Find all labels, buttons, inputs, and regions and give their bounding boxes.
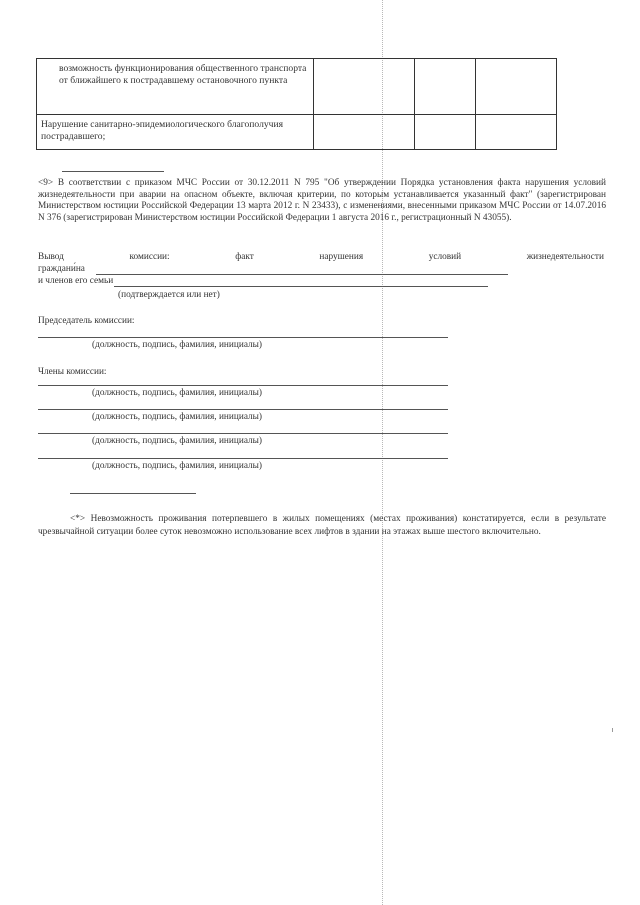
table-cell-criterion xyxy=(37,115,314,150)
scan-mark xyxy=(612,728,613,732)
conclusion-word: условий xyxy=(428,252,462,262)
signature-hint: (должность, подпись, фамилия, инициалы) xyxy=(92,340,263,350)
members-label: Члены комиссии: xyxy=(38,367,107,377)
conclusion-word: жизнедеятельности xyxy=(526,252,604,262)
footnote-separator xyxy=(70,493,196,494)
signature-hint: (должность, подпись, фамилия, инициалы) xyxy=(92,436,263,446)
signature-line xyxy=(38,385,448,386)
conclusion-line xyxy=(38,252,604,263)
conclusion-line-2: граждани́на xyxy=(38,264,85,274)
signature-hint: (должность, подпись, фамилия, инициалы) xyxy=(92,412,263,422)
table-row xyxy=(37,59,557,115)
signature-hint: (должность, подпись, фамилия, инициалы) xyxy=(92,461,263,471)
signature-hint: (должность, подпись, фамилия, инициалы) xyxy=(92,388,263,398)
signature-line xyxy=(38,409,448,410)
conclusion-word: Вывод xyxy=(38,252,64,262)
table-cell xyxy=(314,59,415,115)
signature-line xyxy=(38,337,448,338)
signature-line xyxy=(38,458,448,459)
table-cell xyxy=(415,59,476,115)
conclusion-hint: (подтверждается или нет) xyxy=(118,290,220,300)
footnote-star: <*> Невозможность проживания потерпевшего в жилых помещениях (местах проживания) констатируется, если в результате чрезвычайной ситуации более суток невозможно использование всех лифтов в здании на этажах выше шестого включительно. xyxy=(38,514,606,537)
table-cell xyxy=(415,115,476,150)
conclusion-line-3: и членов его семьи xyxy=(38,276,114,286)
table-row xyxy=(37,115,557,150)
conclusion-word: нарушения xyxy=(319,252,364,262)
conclusion-word: комиссии: xyxy=(129,252,170,262)
table-cell xyxy=(476,59,557,115)
footnote-9: <9> В соответствии с приказом МЧС России от 30.12.2011 N 795 "Об утверждении Порядка установления факта нарушения условий жизнедеятельности при аварии на опасном объекте, включая критерии, по которым устанавливается указанный факт" (зарегистрирован Министерством юстиции Российской Федерации 13 марта 2012 г. N 23433), с изменениями, внесенными приказом МЧС России от 14.07.2016 N 376 (зарегистрирован Министерством юстиции Российской Федерации 1 августа 2016 г., регистрационный N 43055). xyxy=(38,178,606,223)
table-cell xyxy=(314,115,415,150)
conclusion-word: факт xyxy=(235,252,254,262)
table-cell xyxy=(476,115,557,150)
fill-line xyxy=(96,274,508,275)
table-cell-criterion xyxy=(37,59,314,115)
chair-label: Председатель комиссии: xyxy=(38,316,135,326)
criterion-text: возможность функционирования общественного транспорта от ближайшего к пострадавшему остановочного пункта xyxy=(59,63,307,86)
criteria-table xyxy=(36,58,557,150)
fill-line xyxy=(114,286,488,287)
criterion-text: Нарушение санитарно-эпидемиологического благополучия пострадавшего; xyxy=(41,119,284,142)
signature-line xyxy=(38,433,448,434)
footnote-separator xyxy=(62,171,164,172)
